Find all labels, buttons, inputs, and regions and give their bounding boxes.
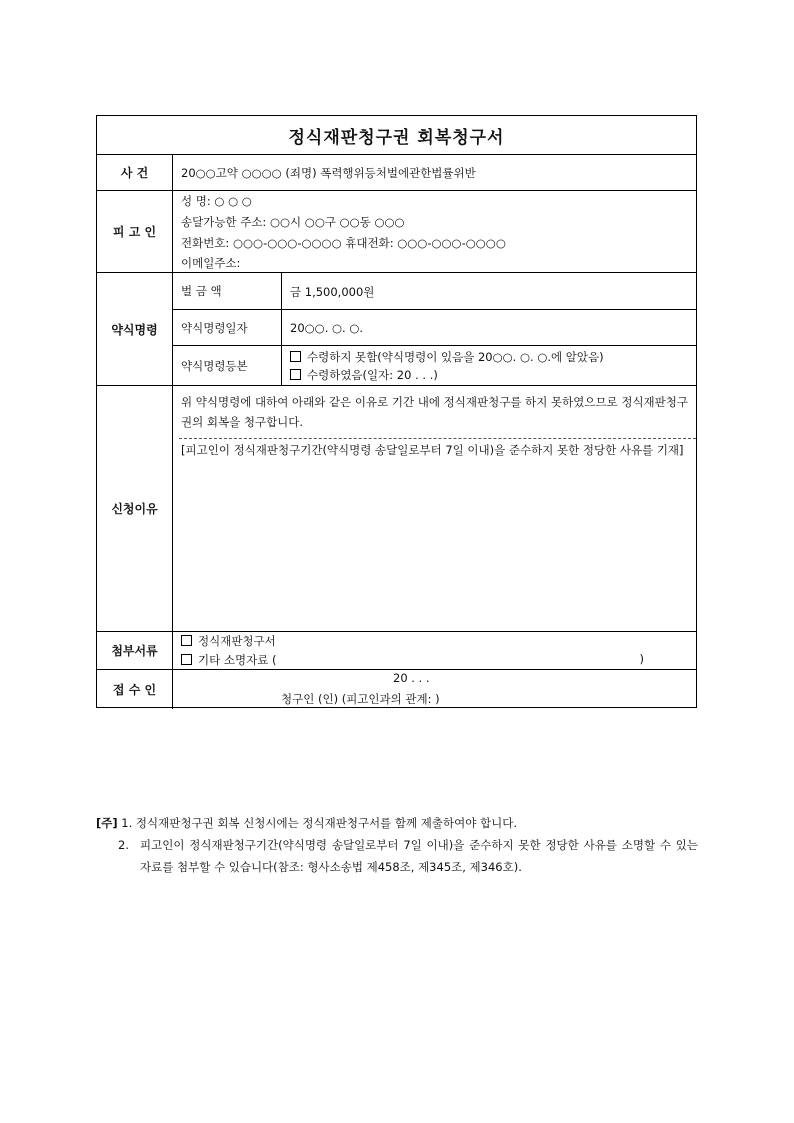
date-value: 20○○. ○. ○. [290,321,364,335]
attachment-item-1-text: 정식재판청구서 [198,634,276,648]
defendant-email: 이메일주소: [181,256,241,270]
reason-text: 위 약식명령에 대하여 아래와 같은 이유로 기간 내에 정식재판청구를 하지 못하였으므로 정식재판청구권의 회복을 청구합니다. [181,395,688,429]
receipt-date: 20 . . . [393,671,430,685]
reason-label: 신청이유 [97,386,173,631]
reason-instruction: [피고인이 정식재판청구기간(약식명령 송달일로부터 7일 이내)을 준수하지 못한 정당한 사유를 기재] [181,443,684,457]
checkbox[interactable] [290,369,301,380]
summary-order-label: 약식명령 [97,273,173,385]
case-row [97,155,696,191]
fine-value: 금 1,500,000원 [290,285,375,299]
case-label: 사 건 [97,155,173,190]
attachment-item-2-text: 기타 소명자료 ( [198,653,277,667]
attachment-item-2[interactable] [181,652,644,668]
checkbox[interactable] [290,351,301,362]
dashed-divider [179,438,696,439]
defendant-name: 성 명: ○ ○ ○ [181,194,252,208]
case-value: 20○○고약 ○○○○ (죄명) 폭력행위등처벌에관한법률위반 [181,166,476,180]
receipt-label: 접 수 인 [97,670,173,709]
application-form [96,115,697,708]
attachments-label: 첨부서류 [97,632,173,669]
defendant-address: 송달가능한 주소: ○○시 ○○구 ○○동 ○○○ [181,215,405,229]
copy-label: 약식명령등본 [173,346,282,386]
form-title: 정식재판청구권 회복청구서 [288,127,505,148]
checkbox[interactable] [181,635,192,646]
defendant-row [97,191,696,273]
copy-option-not-received[interactable] [290,349,604,365]
copy-option-received[interactable] [290,367,438,383]
date-label: 약식명령일자 [173,310,282,345]
copy-subrow [173,346,696,386]
fine-subrow [173,273,696,310]
notes [96,812,698,878]
attachments-row [97,632,696,670]
note-1-text: 1. 정식재판청구권 회복 신청시에는 정식재판청구서를 함께 제출하여야 합니다. [121,816,517,830]
note-2-num: 2. [118,838,129,852]
note-1 [96,812,698,834]
title-row [97,116,696,155]
fine-label: 벌 금 액 [173,273,282,309]
receipt-row [97,670,696,709]
attachment-item-1[interactable] [181,633,276,649]
defendant-label: 피 고 인 [97,191,173,272]
copy-option2-text: 수령하였음(일자: 20 . . .) [307,368,438,382]
attachment-item-2-close: ) [639,652,644,666]
reason-row [97,386,696,632]
receipt-applicant: 청구인 (인) (피고인과의 관계: ) [281,692,440,706]
checkbox[interactable] [181,654,192,665]
note-2-text: 피고인이 정식재판청구기간(약식명령 송달일로부터 7일 이내)을 준수하지 못한 정당한 사유를 소명할 수 있는 자료를 첨부할 수 있습니다(참조: 형사소송법 제458조, 제345조, 제346호). [140,838,698,874]
copy-option1-text: 수령하지 못함(약식명령이 있음을 20○○. ○. ○.에 알았음) [307,350,604,364]
defendant-phone: 전화번호: ○○○-○○○-○○○○ 휴대전화: ○○○-○○○-○○○○ [181,236,506,250]
note-2 [96,834,698,878]
date-subrow [173,310,696,346]
note-tag: [주] [96,816,118,830]
summary-order-row [97,273,696,386]
